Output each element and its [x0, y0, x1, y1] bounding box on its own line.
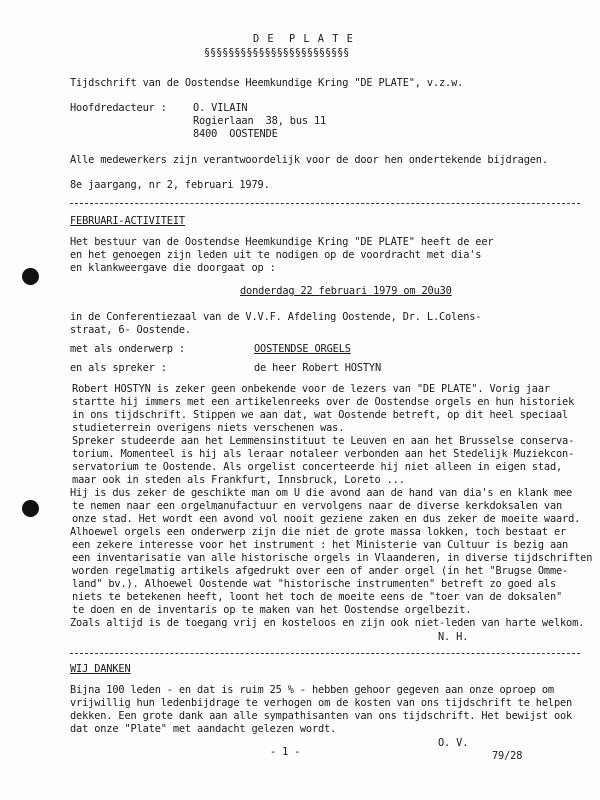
body-line: Robert HOSTYN is zeker geen onbekende voor de lezers van "DE PLATE". Vorig jaar [66, 383, 550, 395]
body-line: torium. Momenteel is hij als leraar notaleer verbonden aan het Stedelijk Muziekcon- [66, 448, 575, 460]
body-line: te doen en de inventaris op te maken van het Oostendse orgelbezit. [66, 604, 472, 616]
punch-hole-top [22, 268, 39, 285]
editor-street: Rogierlaan 38, bus 11 [193, 115, 327, 127]
document-reference: 79/28 [492, 750, 523, 762]
thanks-line: dat onze "Plate" met aandacht gelezen wordt. [70, 723, 337, 735]
page-number: - 1 - [270, 746, 301, 758]
issue-line: 8e jaargang, nr 2, februari 1979. [70, 179, 270, 191]
thanks-line: dekken. Een grote dank aan alle sympathisanten van ons tijdschrift. Het bewijst ook [70, 710, 573, 722]
body-line: onze stad. Het wordt een avond vol nooit geziene zaken en dus zeker de moeite waard. [66, 513, 581, 525]
event-venue-line: straat, 6- Oostende. [70, 324, 191, 336]
thanks-line: vrijwillig hun ledenbijdrage te verhogen om de kosten van ons tijdschrift te helpen [70, 697, 573, 709]
subject-label: met als onderwerp : [70, 343, 185, 355]
editor-name: O. VILAIN [193, 102, 248, 114]
subject-title: OOSTENDSE ORGELS [254, 343, 351, 355]
body-line: Zoals altijd is de toegang vrij en kosteloos en zijn ook niet-leden van harte welkom. [70, 617, 585, 629]
event-date: donderdag 22 februari 1979 om 20u30 [240, 285, 452, 297]
masthead-ornament: §§§§§§§§§§§§§§§§§§§§§§§§ [204, 47, 350, 59]
speaker-name: de heer Robert HOSTYN [254, 362, 382, 374]
thanks-signature: O. V. [438, 737, 469, 749]
february-intro-line: Het bestuur van de Oostendse Heemkundige Kring "DE PLATE" heeft de eer [70, 236, 494, 248]
body-line: Alhoewel orgels een onderwerp zijn die niet de grote massa lokken, toch bestaat er [70, 526, 567, 538]
body-line: Hij is dus zeker de geschikte man om U die avond aan de hand van dia's en klank mee [70, 487, 573, 499]
disclaimer: Alle medewerkers zijn verantwoordelijk voor de door hen ondertekende bijdragen. [70, 154, 548, 166]
punch-hole-bottom [22, 500, 39, 517]
editor-label: Hoofdredacteur : [70, 102, 167, 114]
february-intro-line: en klankweergave die doorgaat op : [70, 262, 276, 274]
body-line: een zekere interesse voor het instrument : het Ministerie van Cultuur is bezig aan [66, 539, 569, 551]
body-line: worden regelmatig artikels afgedrukt over een of ander orgel (in het "Brugse Omme- [66, 565, 569, 577]
february-signature: N. H. [438, 631, 469, 643]
body-line: land" bv.). Alhoewel Oostende wat "historische instrumenten" betreft zo goed als [66, 578, 556, 590]
body-line: studieterrein overigens niets verschenen was. [66, 422, 345, 434]
separator-2 [70, 653, 580, 654]
february-intro-line: en het genoegen zijn leden uit te nodigen op de voordracht met dia's [70, 249, 482, 261]
thanks-line: Bijna 100 leden - en dat is ruim 25 % - hebben gehoor gegeven aan onze oproep om [70, 684, 554, 696]
body-line: te nemen naar een orgelmanufactuur en vervolgens naar de diverse kerkdoksalen van [66, 500, 563, 512]
separator-1 [70, 203, 580, 204]
body-line: Spreker studeerde aan het Lemmensinstituut te Leuven en aan het Brusselse conserva- [66, 435, 575, 447]
body-line: niets te betekenen heeft, loont het toch de moeite eens de "toer van de doksalen" [66, 591, 563, 603]
journal-subtitle: Tijdschrift van de Oostendse Heemkundige Kring "DE PLATE", v.z.w. [70, 77, 464, 89]
body-line: startte hij immers met een artikelenreeks over de Oostendse orgels en hun historiek [66, 396, 575, 408]
body-line: in ons tijdschrift. Stippen we aan dat, wat Oostende betreft, op dit heel speciaal [66, 409, 569, 421]
body-line: een inventarisatie van alle historische orgels in Vlaanderen, in diverse tijdschriften [66, 552, 593, 564]
february-heading: FEBRUARI-ACTIVITEIT [70, 215, 185, 227]
masthead-title: D E P L A T E [253, 33, 354, 45]
event-venue-line: in de Conferentiezaal van de V.V.F. Afdeling Oostende, Dr. L.Colens- [70, 311, 482, 323]
editor-city: 8400 OOSTENDE [193, 128, 278, 140]
speaker-label: en als spreker : [70, 362, 167, 374]
body-line: servatorium te Oostende. Als orgelist concerteerde hij niet alleen in eigen stad, [66, 461, 563, 473]
body-line: maar ook in steden als Frankfurt, Innsbruck, Loreto ... [66, 474, 405, 486]
thanks-heading: WIJ DANKEN [70, 663, 131, 675]
